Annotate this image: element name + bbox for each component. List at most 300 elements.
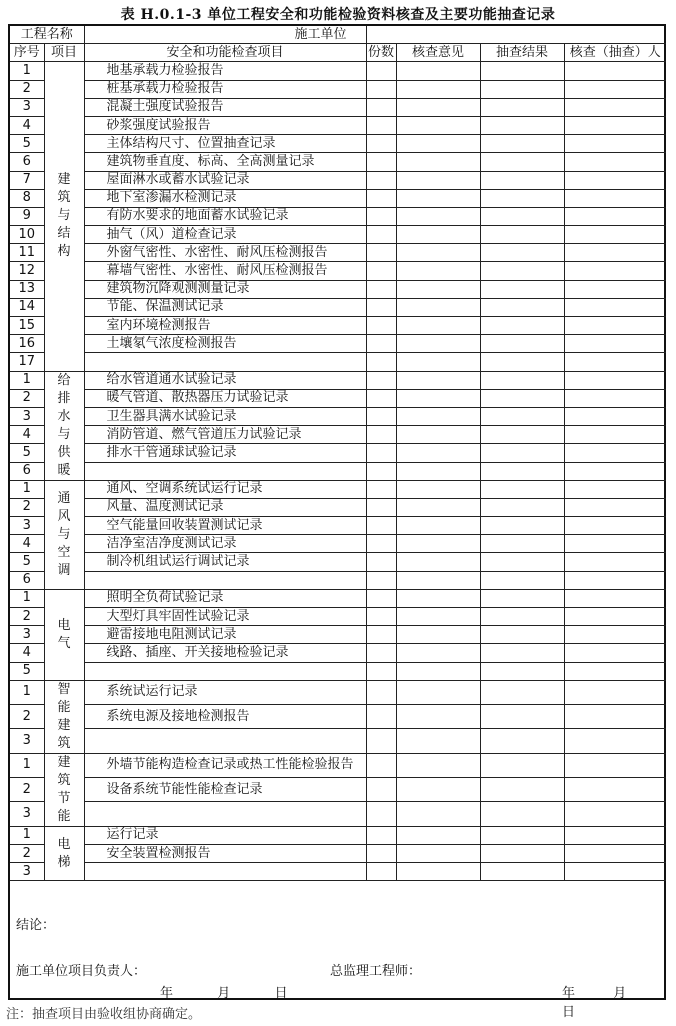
row-seq: 2: [10, 705, 44, 729]
copies-cell[interactable]: [366, 262, 396, 280]
opinion-cell[interactable]: [396, 778, 480, 802]
copies-cell[interactable]: [366, 535, 396, 553]
col-category-header: 项目: [44, 44, 84, 62]
result-cell[interactable]: [480, 802, 564, 826]
person-cell[interactable]: [564, 407, 666, 425]
copies-cell[interactable]: [366, 444, 396, 462]
table-row: [10, 729, 666, 753]
result-cell[interactable]: [480, 778, 564, 802]
row-seq: 10: [10, 226, 44, 244]
opinion-cell[interactable]: [396, 462, 480, 480]
category-cell: 电 气: [44, 589, 84, 680]
check-item: 给水管道通水试验记录: [84, 371, 366, 389]
person-cell[interactable]: [564, 589, 666, 607]
opinion-cell[interactable]: [396, 226, 480, 244]
opinion-cell[interactable]: [396, 802, 480, 826]
row-seq: 6: [10, 153, 44, 171]
opinion-cell[interactable]: [396, 135, 480, 153]
copies-cell[interactable]: [366, 608, 396, 626]
table-row: [10, 444, 666, 462]
person-cell[interactable]: [564, 244, 666, 262]
table-row: [10, 535, 666, 553]
opinion-cell[interactable]: [396, 826, 480, 844]
row-seq: 1: [10, 62, 44, 80]
copies-cell[interactable]: [366, 371, 396, 389]
person-cell[interactable]: [564, 80, 666, 98]
row-seq: 11: [10, 244, 44, 262]
row-seq: 1: [10, 371, 44, 389]
copies-cell[interactable]: [366, 498, 396, 516]
result-cell[interactable]: [480, 62, 564, 80]
table-row: [10, 171, 666, 189]
table-row: [10, 553, 666, 571]
copies-cell[interactable]: [366, 153, 396, 171]
table-row: [10, 244, 666, 262]
result-cell[interactable]: [480, 189, 564, 207]
table-row: [10, 389, 666, 407]
result-cell[interactable]: [480, 680, 564, 704]
result-cell[interactable]: [480, 662, 564, 680]
copies-cell[interactable]: [366, 426, 396, 444]
person-cell[interactable]: [564, 498, 666, 516]
table-row: [10, 863, 666, 881]
person-cell[interactable]: [564, 802, 666, 826]
row-seq: 4: [10, 116, 44, 134]
result-cell[interactable]: [480, 626, 564, 644]
result-cell[interactable]: [480, 844, 564, 862]
opinion-cell[interactable]: [396, 729, 480, 753]
table-row: [10, 262, 666, 280]
person-cell[interactable]: [564, 207, 666, 225]
col-person-header: 核查（抽查）人: [564, 44, 666, 62]
opinion-cell[interactable]: [396, 116, 480, 134]
opinion-cell[interactable]: [396, 863, 480, 881]
check-item: [84, 462, 366, 480]
result-cell[interactable]: [480, 826, 564, 844]
check-item: 主体结构尺寸、位置抽查记录: [84, 135, 366, 153]
opinion-cell[interactable]: [396, 535, 480, 553]
row-seq: 2: [10, 844, 44, 862]
result-cell[interactable]: [480, 335, 564, 353]
table-row: [10, 778, 666, 802]
copies-cell[interactable]: [366, 626, 396, 644]
table-row: [10, 189, 666, 207]
result-cell[interactable]: [480, 280, 564, 298]
check-item: 系统试运行记录: [84, 680, 366, 704]
person-cell[interactable]: [564, 778, 666, 802]
opinion-cell[interactable]: [396, 207, 480, 225]
day-label: 日: [562, 1005, 576, 1020]
check-item: 外窗气密性、水密性、耐风压检测报告: [84, 244, 366, 262]
row-seq: 7: [10, 171, 44, 189]
result-cell[interactable]: [480, 498, 564, 516]
check-item: 风量、温度测试记录: [84, 498, 366, 516]
opinion-cell[interactable]: [396, 517, 480, 535]
person-cell[interactable]: [564, 553, 666, 571]
month-label: 月: [217, 986, 231, 1001]
table-row: [10, 280, 666, 298]
person-cell[interactable]: [564, 826, 666, 844]
check-item: 地下室渗漏水检测记录: [84, 189, 366, 207]
opinion-cell[interactable]: [396, 407, 480, 425]
check-item: 抽气（风）道检查记录: [84, 226, 366, 244]
copies-cell[interactable]: [366, 317, 396, 335]
copies-cell[interactable]: [366, 589, 396, 607]
person-cell[interactable]: [564, 535, 666, 553]
result-cell[interactable]: [480, 729, 564, 753]
col-opinion-header: 核查意见: [396, 44, 480, 62]
opinion-cell[interactable]: [396, 262, 480, 280]
person-cell[interactable]: [564, 62, 666, 80]
table-row: [10, 116, 666, 134]
opinion-cell[interactable]: [396, 844, 480, 862]
table-row: [10, 462, 666, 480]
copies-cell[interactable]: [366, 244, 396, 262]
copies-cell[interactable]: [366, 705, 396, 729]
copies-cell[interactable]: [366, 62, 396, 80]
row-seq: 16: [10, 335, 44, 353]
table-row: [10, 644, 666, 662]
check-item: [84, 571, 366, 589]
result-cell[interactable]: [480, 426, 564, 444]
category-cell: 建 筑 与 结 构: [44, 62, 84, 371]
check-item: 排水干管通球试验记录: [84, 444, 366, 462]
opinion-cell[interactable]: [396, 335, 480, 353]
result-cell[interactable]: [480, 153, 564, 171]
person-cell[interactable]: [564, 462, 666, 480]
copies-cell[interactable]: [366, 571, 396, 589]
row-seq: 2: [10, 608, 44, 626]
result-cell[interactable]: [480, 553, 564, 571]
day-label: 日: [274, 986, 288, 1001]
category-cell: 建 筑 节 能: [44, 753, 84, 826]
copies-cell[interactable]: [366, 863, 396, 881]
row-seq: 2: [10, 778, 44, 802]
table-row: [10, 826, 666, 844]
copies-cell[interactable]: [366, 135, 396, 153]
contractor-label: 施工单位: [84, 26, 366, 44]
result-cell[interactable]: [480, 480, 564, 498]
person-cell[interactable]: [564, 189, 666, 207]
opinion-cell[interactable]: [396, 189, 480, 207]
opinion-cell[interactable]: [396, 426, 480, 444]
check-item: 洁净室洁净度测试记录: [84, 535, 366, 553]
person-cell[interactable]: [564, 680, 666, 704]
person-cell[interactable]: [564, 98, 666, 116]
copies-cell[interactable]: [366, 729, 396, 753]
result-cell[interactable]: [480, 262, 564, 280]
check-item: [84, 662, 366, 680]
category-cell: 智 能 建 筑: [44, 680, 84, 753]
result-cell[interactable]: [480, 863, 564, 881]
copies-cell[interactable]: [366, 844, 396, 862]
person-cell[interactable]: [564, 662, 666, 680]
result-cell[interactable]: [480, 353, 564, 371]
person-cell[interactable]: [564, 262, 666, 280]
opinion-cell[interactable]: [396, 171, 480, 189]
person-cell[interactable]: [564, 644, 666, 662]
table-row: [10, 589, 666, 607]
col-item-header: 安全和功能检查项目: [84, 44, 366, 62]
check-item: 大型灯具牢固性试验记录: [84, 608, 366, 626]
copies-cell[interactable]: [366, 680, 396, 704]
col-copies-header: 份数: [366, 44, 396, 62]
table-row: [10, 335, 666, 353]
row-seq: 15: [10, 317, 44, 335]
table-row: [10, 662, 666, 680]
table-row: [10, 680, 666, 704]
person-cell[interactable]: [564, 371, 666, 389]
person-cell[interactable]: [564, 844, 666, 862]
row-seq: 13: [10, 280, 44, 298]
person-cell[interactable]: [564, 753, 666, 777]
inspection-table: [10, 26, 666, 881]
contractor-date: [160, 982, 288, 1001]
table-row: [10, 353, 666, 371]
person-cell[interactable]: [564, 280, 666, 298]
row-seq: 1: [10, 826, 44, 844]
result-cell[interactable]: [480, 389, 564, 407]
row-seq: 1: [10, 680, 44, 704]
opinion-cell[interactable]: [396, 280, 480, 298]
copies-cell[interactable]: [366, 553, 396, 571]
result-cell[interactable]: [480, 407, 564, 425]
row-seq: 1: [10, 589, 44, 607]
result-cell[interactable]: [480, 317, 564, 335]
person-cell[interactable]: [564, 135, 666, 153]
result-cell[interactable]: [480, 116, 564, 134]
copies-cell[interactable]: [366, 116, 396, 134]
row-seq: 3: [10, 407, 44, 425]
supervisor-sign-label: 总监理工程师：: [330, 964, 422, 979]
result-cell[interactable]: [480, 535, 564, 553]
person-cell[interactable]: [564, 480, 666, 498]
check-item: 运行记录: [84, 826, 366, 844]
month-label: 月: [613, 986, 627, 1001]
person-cell[interactable]: [564, 608, 666, 626]
copies-cell[interactable]: [366, 644, 396, 662]
copies-cell[interactable]: [366, 298, 396, 316]
result-cell[interactable]: [480, 608, 564, 626]
copies-cell[interactable]: [366, 517, 396, 535]
result-cell[interactable]: [480, 207, 564, 225]
row-seq: 14: [10, 298, 44, 316]
opinion-cell[interactable]: [396, 153, 480, 171]
opinion-cell[interactable]: [396, 371, 480, 389]
opinion-cell[interactable]: [396, 80, 480, 98]
check-item: 卫生器具满水试验记录: [84, 407, 366, 425]
opinion-cell[interactable]: [396, 498, 480, 516]
check-item: 避雷接地电阻测试记录: [84, 626, 366, 644]
row-seq: 3: [10, 863, 44, 881]
check-item: 土壤氡气浓度检测报告: [84, 335, 366, 353]
table-row: [10, 498, 666, 516]
opinion-cell[interactable]: [396, 680, 480, 704]
result-cell[interactable]: [480, 444, 564, 462]
copies-cell[interactable]: [366, 335, 396, 353]
copies-cell[interactable]: [366, 98, 396, 116]
opinion-cell[interactable]: [396, 608, 480, 626]
person-cell[interactable]: [564, 335, 666, 353]
table-row: [10, 153, 666, 171]
person-cell[interactable]: [564, 626, 666, 644]
copies-cell[interactable]: [366, 662, 396, 680]
result-cell[interactable]: [480, 171, 564, 189]
copies-cell[interactable]: [366, 462, 396, 480]
copies-cell[interactable]: [366, 753, 396, 777]
opinion-cell[interactable]: [396, 444, 480, 462]
row-seq: 6: [10, 571, 44, 589]
copies-cell[interactable]: [366, 407, 396, 425]
result-cell[interactable]: [480, 753, 564, 777]
copies-cell[interactable]: [366, 826, 396, 844]
copies-cell[interactable]: [366, 480, 396, 498]
result-cell[interactable]: [480, 644, 564, 662]
table-row: [10, 753, 666, 777]
person-cell[interactable]: [564, 426, 666, 444]
person-cell[interactable]: [564, 298, 666, 316]
result-cell[interactable]: [480, 226, 564, 244]
table-row: [10, 80, 666, 98]
copies-cell[interactable]: [366, 389, 396, 407]
result-cell[interactable]: [480, 298, 564, 316]
row-seq: 12: [10, 262, 44, 280]
result-cell[interactable]: [480, 589, 564, 607]
check-item: 暖气管道、散热器压力试验记录: [84, 389, 366, 407]
result-cell[interactable]: [480, 462, 564, 480]
table-row: [10, 608, 666, 626]
table-row: [10, 371, 666, 389]
table-row: [10, 407, 666, 425]
footnote: 注：抽查项目由验收组协商确定。: [6, 1007, 202, 1022]
table-row: [10, 626, 666, 644]
opinion-cell[interactable]: [396, 244, 480, 262]
opinion-cell[interactable]: [396, 98, 480, 116]
opinion-cell[interactable]: [396, 480, 480, 498]
check-item: [84, 863, 366, 881]
copies-cell[interactable]: [366, 802, 396, 826]
copies-cell[interactable]: [366, 171, 396, 189]
result-cell[interactable]: [480, 244, 564, 262]
person-cell[interactable]: [564, 705, 666, 729]
check-item: 建筑物沉降观测测量记录: [84, 280, 366, 298]
copies-cell[interactable]: [366, 226, 396, 244]
person-cell[interactable]: [564, 353, 666, 371]
check-item: [84, 353, 366, 371]
table-row: [10, 517, 666, 535]
row-seq: 3: [10, 626, 44, 644]
row-seq: 4: [10, 426, 44, 444]
copies-cell[interactable]: [366, 280, 396, 298]
check-item: 空气能量回收装置测试记录: [84, 517, 366, 535]
project-name-label: 工程名称: [10, 26, 84, 44]
row-seq: 3: [10, 98, 44, 116]
row-seq: 5: [10, 444, 44, 462]
check-item: 安全装置检测报告: [84, 844, 366, 862]
row-seq: 5: [10, 135, 44, 153]
person-cell[interactable]: [564, 153, 666, 171]
category-cell: 通 风 与 空 调: [44, 480, 84, 589]
check-item: 节能、保温测试记录: [84, 298, 366, 316]
check-item: 系统电源及接地检测报告: [84, 705, 366, 729]
result-cell[interactable]: [480, 80, 564, 98]
table-row: [10, 705, 666, 729]
opinion-cell[interactable]: [396, 753, 480, 777]
person-cell[interactable]: [564, 863, 666, 881]
row-seq: 9: [10, 207, 44, 225]
person-cell[interactable]: [564, 389, 666, 407]
opinion-cell[interactable]: [396, 553, 480, 571]
row-seq: 3: [10, 729, 44, 753]
col-seq-header: 序号: [10, 44, 44, 62]
person-cell[interactable]: [564, 729, 666, 753]
check-item: 混凝土强度试验报告: [84, 98, 366, 116]
result-cell[interactable]: [480, 135, 564, 153]
person-cell[interactable]: [564, 571, 666, 589]
opinion-cell[interactable]: [396, 62, 480, 80]
opinion-cell[interactable]: [396, 662, 480, 680]
check-item: 室内环境检测报告: [84, 317, 366, 335]
row-seq: 17: [10, 353, 44, 371]
check-item: 消防管道、燃气管道压力试验记录: [84, 426, 366, 444]
person-cell[interactable]: [564, 444, 666, 462]
check-item: 桩基承载力检验报告: [84, 80, 366, 98]
copies-cell[interactable]: [366, 353, 396, 371]
table-row: [10, 480, 666, 498]
person-cell[interactable]: [564, 116, 666, 134]
table-row: [10, 298, 666, 316]
copies-cell[interactable]: [366, 189, 396, 207]
copies-cell[interactable]: [366, 207, 396, 225]
person-cell[interactable]: [564, 317, 666, 335]
row-seq: 3: [10, 802, 44, 826]
check-item: [84, 729, 366, 753]
opinion-cell[interactable]: [396, 298, 480, 316]
table-row: [10, 135, 666, 153]
person-cell[interactable]: [564, 517, 666, 535]
row-seq: 4: [10, 644, 44, 662]
copies-cell[interactable]: [366, 80, 396, 98]
result-cell[interactable]: [480, 517, 564, 535]
opinion-cell[interactable]: [396, 644, 480, 662]
result-cell[interactable]: [480, 371, 564, 389]
row-seq: 2: [10, 389, 44, 407]
row-seq: 5: [10, 553, 44, 571]
contractor-sign-label: 施工单位项目负责人：: [16, 964, 147, 979]
opinion-cell[interactable]: [396, 589, 480, 607]
category-cell: 电 梯: [44, 826, 84, 881]
conclusion-label: 结论：: [16, 918, 56, 933]
table-row: [10, 226, 666, 244]
person-cell[interactable]: [564, 226, 666, 244]
table-row: [10, 571, 666, 589]
opinion-cell[interactable]: [396, 626, 480, 644]
opinion-cell[interactable]: [396, 389, 480, 407]
opinion-cell[interactable]: [396, 317, 480, 335]
opinion-cell[interactable]: [396, 353, 480, 371]
person-cell[interactable]: [564, 171, 666, 189]
opinion-cell[interactable]: [396, 705, 480, 729]
opinion-cell[interactable]: [396, 571, 480, 589]
check-item: 设备系统节能性能检查记录: [84, 778, 366, 802]
result-cell[interactable]: [480, 705, 564, 729]
contractor-field[interactable]: [366, 26, 666, 44]
check-item: 外墙节能构造检查记录或热工性能检验报告: [84, 753, 366, 777]
result-cell[interactable]: [480, 98, 564, 116]
result-cell[interactable]: [480, 571, 564, 589]
category-cell: 给 排 水 与 供 暖: [44, 371, 84, 480]
copies-cell[interactable]: [366, 778, 396, 802]
